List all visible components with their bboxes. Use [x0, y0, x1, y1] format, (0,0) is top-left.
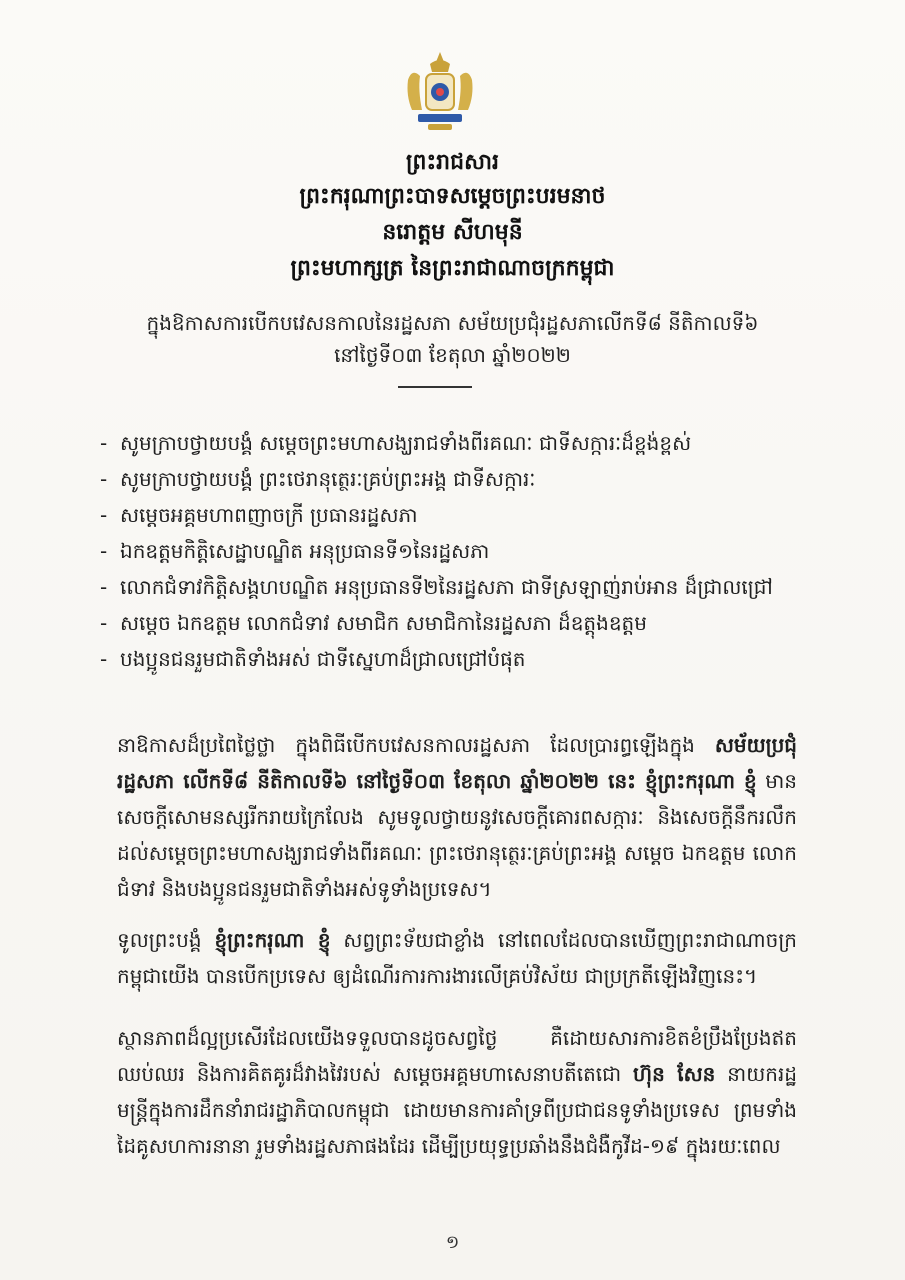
paragraph-bold-text: ខ្ញុំព្រះករុណា ខ្ញុំ: [214, 928, 331, 952]
body-paragraph-2: [117, 922, 797, 994]
paragraph-text: នាយករដ្ឋមន្ត្រីក្នុងការដឹកនាំរាជរដ្ឋាភិបាលកម្ពុជា ដោយមានការគាំទ្រពីប្រជាជនទូទាំងប្រទេស ព្រមទាំងដៃគូសហការនានា រួមទាំងរដ្ឋសភាផងដែរ ដើម្បីប្រយុទ្ធប្រឆាំងនឹងជំងឺកូវីដ-១៩ ក្នុងរយៈពេល: [117, 1062, 797, 1158]
greetings-list: [100, 425, 800, 677]
royal-title-line: ព្រះករុណាព្រះបាទសម្តេចព្រះបរមនាថ: [299, 184, 606, 209]
divider: [398, 386, 472, 388]
kingdom-title-line: ព្រះមហាក្សត្រ នៃព្រះរាជាណាចក្រកម្ពុជា: [290, 256, 615, 281]
paragraph-text: ស្ថានភាពដ៏ល្អប្រសើរដែលយើងទទួលបានដូចសព្វថ្ងៃ គឺដោយសារការខិតខំប្រឹងប្រែងឥតឈប់ឈរ និងការគិតគូរដ៏វាងវៃរបស់ សម្តេចអគ្គមហាសេនាបតីតេជោ: [117, 1026, 797, 1086]
king-name: នរោត្តម សីហមុនី: [382, 220, 523, 245]
body-paragraph-3: [117, 1020, 797, 1164]
paragraph-text: នាឱកាសដ៏ប្រពៃថ្លៃថ្លា ក្នុងពិធីបើកបវេសនកាលរដ្ឋសភា ដែលប្រារព្ធឡើងក្នុង: [117, 733, 695, 757]
royal-emblem-icon: [398, 50, 482, 134]
paragraph-bold-text: សម័យប្រជុំរដ្ឋសភា លើកទី៨ នីតិកាលទី៦ នៅថ្ងៃទី០៣ ខែតុលា ឆ្នាំ២០២២ នេះ ខ្ញុំព្រះករុណា ខ្ញុំ: [117, 733, 798, 793]
document-title: ព្រះរាជសារ: [405, 150, 500, 175]
paragraph-text: ទូលព្រះបង្គំ: [117, 928, 202, 952]
greeting-item: - សម្តេច ឯកឧត្តម លោកជំទាវ សមាជិក សមាជិកានៃរដ្ឋសភា ដ៏ឧត្តុងឧត្តម: [100, 605, 800, 641]
greeting-item: - បងប្អូនជនរួមជាតិទាំងអស់ ជាទីស្នេហាដ៏ជ្រាលជ្រៅបំផុត: [100, 641, 800, 677]
paragraph-text: សព្វព្រះទ័យជាខ្លាំង នៅពេលដែលបានឃើញព្រះរាជាណាចក្រកម្ពុជាយើង បានបើកប្រទេស ឲ្យដំណើរការការងារលើគ្រប់វិស័យ ជាប្រក្រតីឡើងវិញនេះ។: [117, 928, 797, 988]
body-paragraph-1: [117, 727, 797, 907]
greeting-item: - សូមក្រាបថ្វាយបង្គំ សម្តេចព្រះមហាសង្ឃរាជទាំងពីរគណៈ ជាទីសក្ការៈដ៏ខ្ពង់ខ្ពស់: [100, 425, 800, 461]
occasion-line: ក្នុងឱកាសការបើកបវេសនកាលនៃរដ្ឋសភា សម័យប្រជុំរដ្ឋសភាលើកទី៨ នីតិកាលទី៦: [146, 311, 759, 335]
greeting-item: - ឯកឧត្តមកិត្តិសេដ្ឋាបណ្ឌិត អនុប្រធានទី១នៃរដ្ឋសភា: [100, 533, 800, 569]
occasion-date: នៅថ្ងៃទី០៣ ខែតុលា ឆ្នាំ២០២២: [334, 343, 571, 367]
paragraph-bold-text: ហ៊ុន សែន: [633, 1062, 716, 1086]
paragraph-text: មាន សេចក្តីសោមនស្សរីករាយក្រៃលែង សូមទូលថ្វាយនូវសេចក្តីគោរពសក្ការៈ និងសេចក្តីនឹករលឹកដល់សម្តេចព្រះមហាសង្ឃរាជទាំងពីរគណៈ ព្រះថេរានុត្ថេរៈគ្រប់ព្រះអង្គ សម្តេច ឯកឧត្តម លោកជំទាវ និងបងប្អូនជនរួមជាតិទាំងអស់ទូទាំងប្រទេស។: [117, 769, 798, 901]
page-number: ១: [445, 1232, 460, 1253]
greeting-item: - លោកជំទាវកិត្តិសង្គហបណ្ឌិត អនុប្រធានទី២នៃរដ្ឋសភា ជាទីស្រឡាញ់រាប់អាន ដ៏ជ្រាលជ្រៅ: [100, 569, 800, 605]
greeting-item: - សម្តេចអគ្គមហាពញាចក្រី ប្រធានរដ្ឋសភា: [100, 497, 800, 533]
greeting-item: - សូមក្រាបថ្វាយបង្គំ ព្រះថេរានុត្ថេរៈគ្រប់ព្រះអង្គ ជាទីសក្ការៈ: [100, 461, 800, 497]
